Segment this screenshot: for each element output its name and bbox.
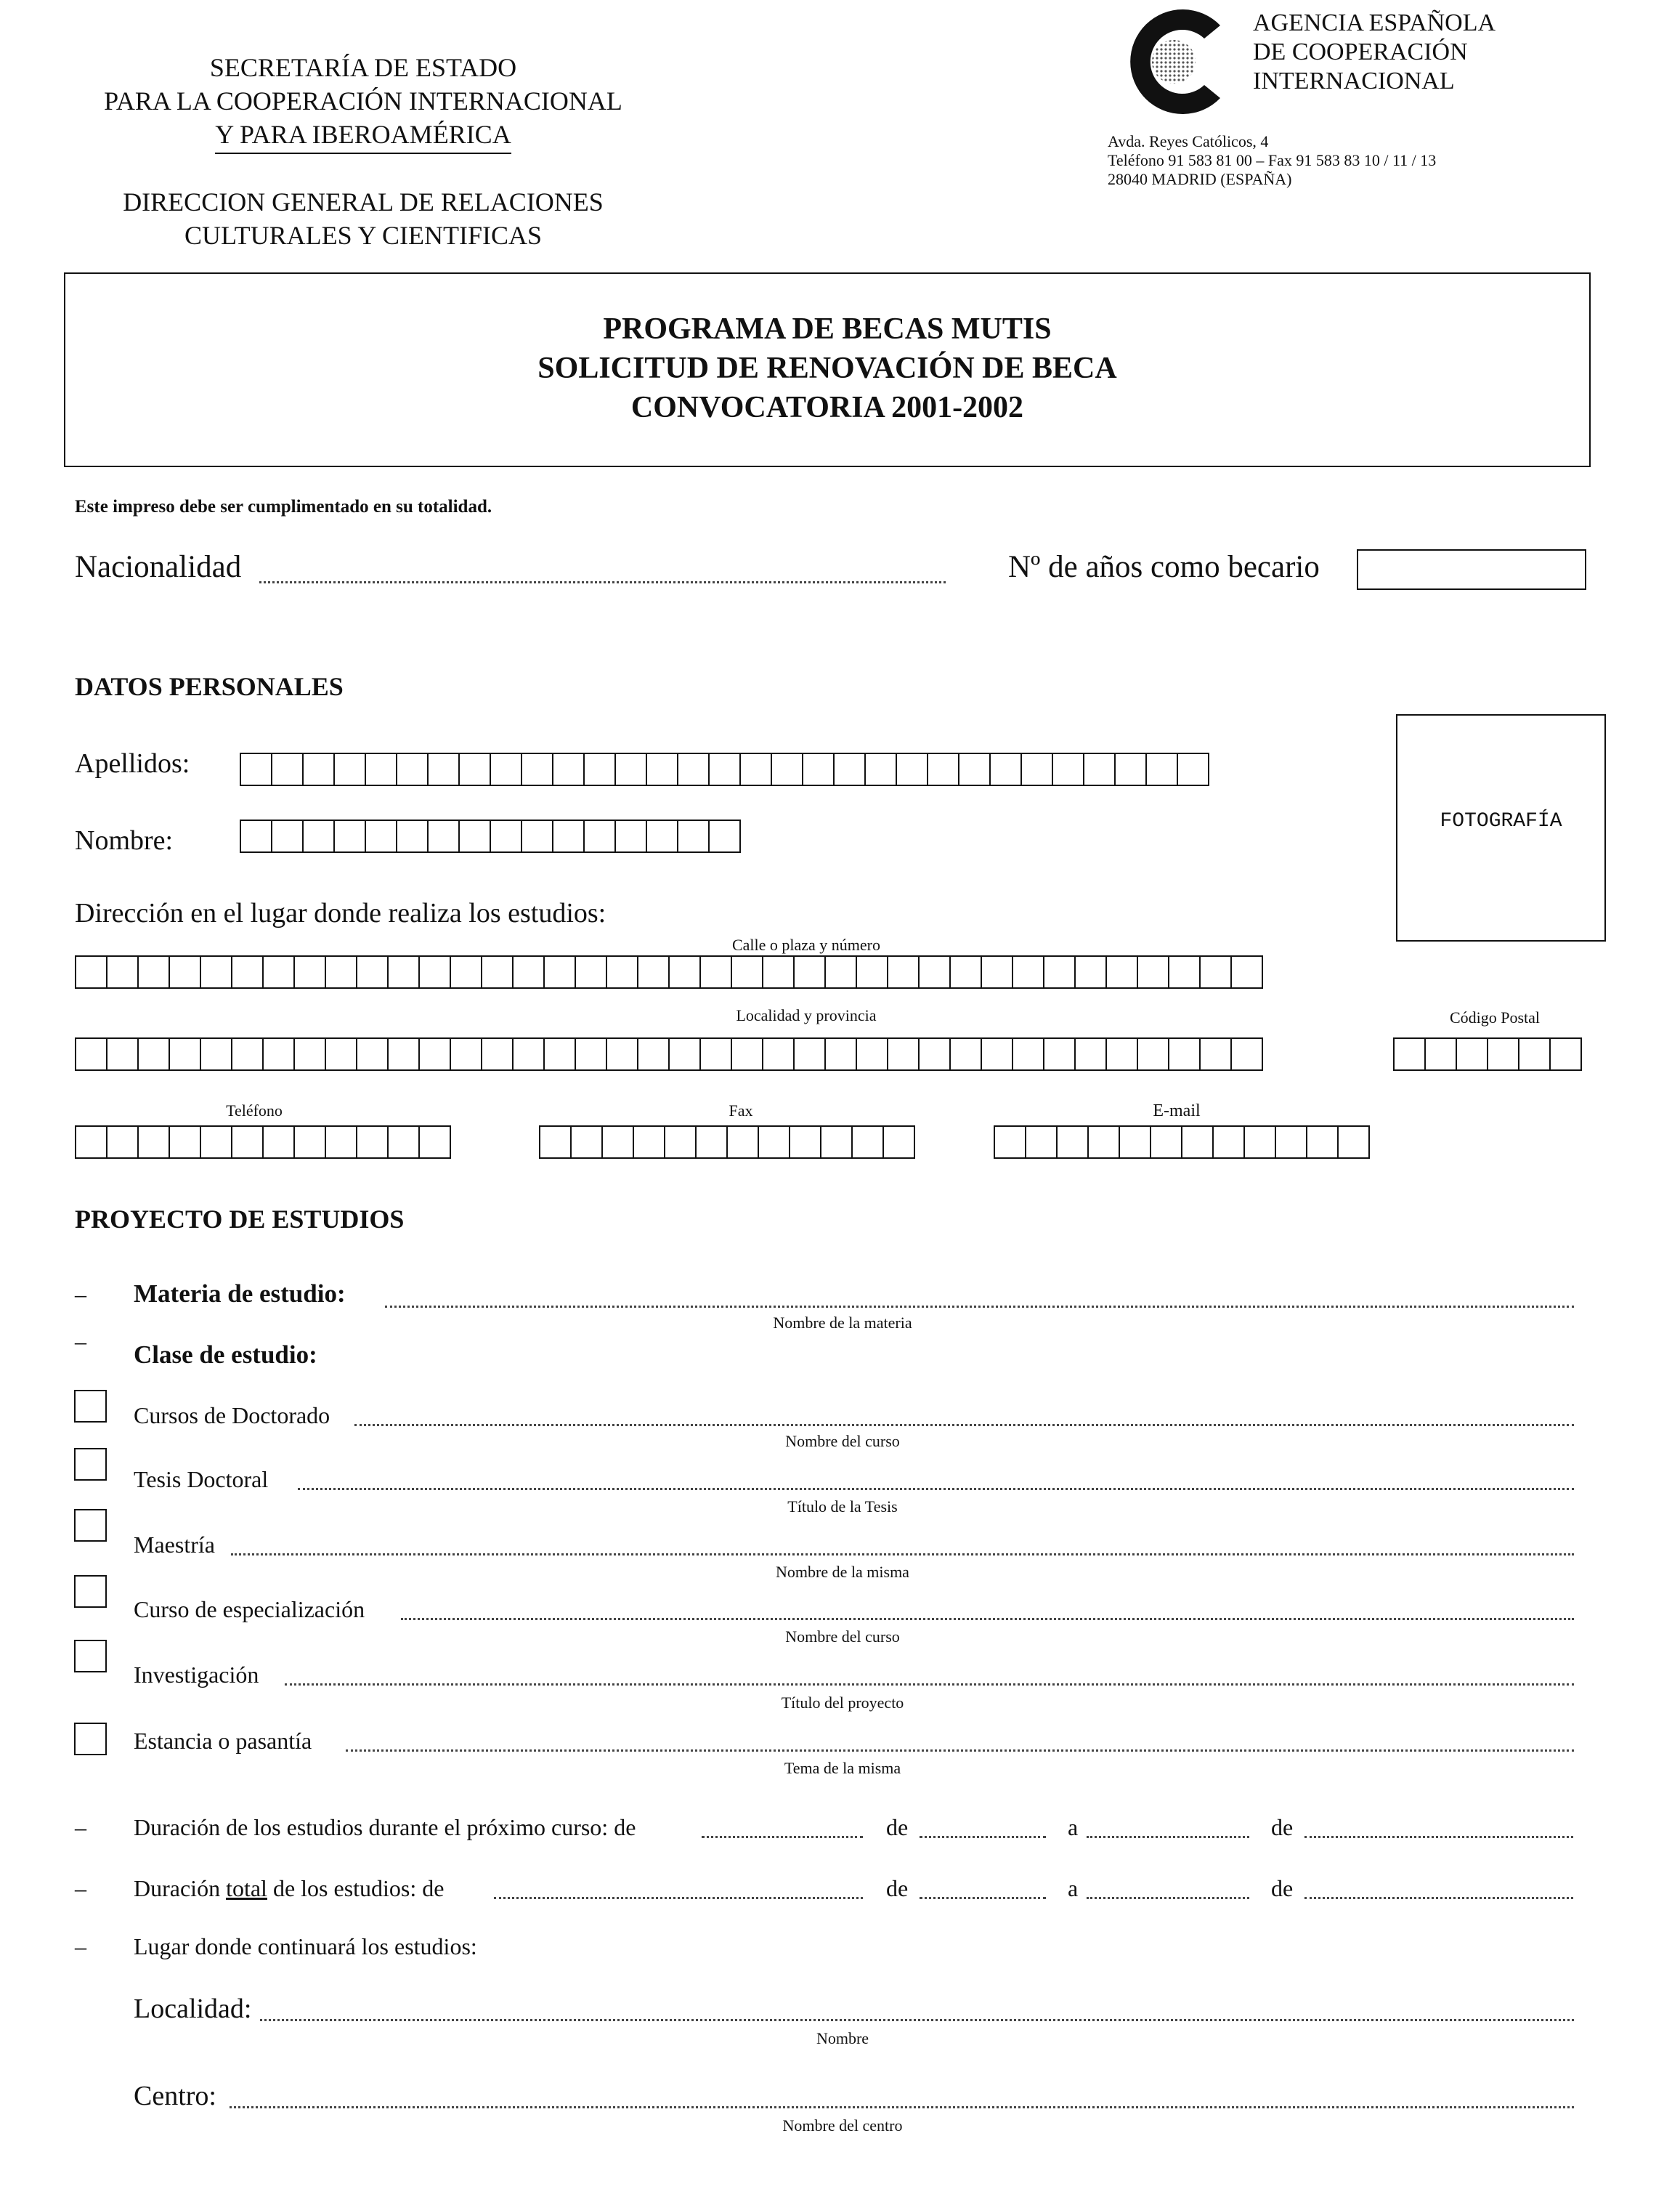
localidad-provincia-caption: Localidad y provincia xyxy=(736,1006,877,1024)
secretaria-block xyxy=(73,51,654,154)
nacionalidad-label: Nacionalidad xyxy=(75,550,242,584)
char-cell[interactable] xyxy=(1519,1039,1551,1069)
char-cell[interactable] xyxy=(585,821,616,851)
nacionalidad-field[interactable] xyxy=(259,581,946,583)
char-cell[interactable] xyxy=(232,1127,264,1157)
char-cell[interactable] xyxy=(665,1127,697,1157)
char-cell[interactable] xyxy=(826,957,857,987)
char-cell[interactable] xyxy=(638,957,670,987)
char-cell[interactable] xyxy=(647,821,678,851)
char-cell[interactable] xyxy=(1053,754,1084,785)
char-cell[interactable] xyxy=(272,821,304,851)
agency-line-3: INTERNACIONAL xyxy=(1253,68,1455,94)
duracion-total-de-1: de xyxy=(886,1875,909,1901)
maestria-caption: Nombre de la misma xyxy=(776,1563,909,1581)
char-cell[interactable] xyxy=(201,957,232,987)
char-cell[interactable] xyxy=(170,1039,201,1069)
char-cell[interactable] xyxy=(1151,1127,1182,1157)
char-cell[interactable] xyxy=(1089,1127,1120,1157)
telefono-field[interactable] xyxy=(75,1125,451,1159)
nombre-label: Nombre: xyxy=(75,825,174,856)
estancia-label: Estancia o pasantía xyxy=(134,1728,312,1754)
especializacion-caption: Nombre del curso xyxy=(785,1627,900,1646)
duracion-proximo-a: a xyxy=(1068,1814,1079,1840)
char-cell[interactable] xyxy=(821,1127,853,1157)
title-line-3: CONVOCATORIA 2001-2002 xyxy=(630,391,1024,424)
char-cell[interactable] xyxy=(1201,957,1232,987)
doctorado-checkbox[interactable] xyxy=(74,1390,107,1423)
char-cell[interactable] xyxy=(335,754,366,785)
char-cell[interactable] xyxy=(576,1039,607,1069)
char-cell[interactable] xyxy=(389,1127,420,1157)
char-cell[interactable] xyxy=(139,1039,170,1069)
char-cell[interactable] xyxy=(576,957,607,987)
doctorado-label: Cursos de Doctorado xyxy=(134,1402,330,1428)
char-cell[interactable] xyxy=(1182,1127,1214,1157)
char-cell[interactable] xyxy=(107,1127,139,1157)
char-cell[interactable] xyxy=(1395,1039,1426,1069)
estancia-checkbox[interactable] xyxy=(74,1723,107,1755)
char-cell[interactable] xyxy=(522,754,553,785)
char-cell[interactable] xyxy=(1214,1127,1245,1157)
char-cell[interactable] xyxy=(607,957,638,987)
duracion-total-label xyxy=(134,1875,444,1902)
char-cell[interactable] xyxy=(420,957,451,987)
char-cell[interactable] xyxy=(295,1039,326,1069)
char-cell[interactable] xyxy=(1013,957,1044,987)
char-cell[interactable] xyxy=(1138,957,1169,987)
char-cell[interactable] xyxy=(107,1039,139,1069)
secretaria-line-1: SECRETARÍA DE ESTADO xyxy=(209,53,517,82)
char-cell[interactable] xyxy=(397,754,429,785)
char-cell[interactable] xyxy=(545,1039,576,1069)
char-cell[interactable] xyxy=(951,957,982,987)
char-cell[interactable] xyxy=(1076,1039,1107,1069)
calle-field[interactable] xyxy=(75,955,1263,989)
char-cell[interactable] xyxy=(1044,957,1076,987)
duracion-proximo-label: Duración de los estudios durante el próximo curso: de xyxy=(134,1814,636,1840)
email-field[interactable] xyxy=(994,1125,1370,1159)
duracion-proximo-de-1: de xyxy=(886,1814,909,1840)
char-cell[interactable] xyxy=(241,754,272,785)
char-cell[interactable] xyxy=(888,1039,920,1069)
especializacion-field[interactable] xyxy=(401,1618,1574,1620)
proyecto-heading: PROYECTO DE ESTUDIOS xyxy=(75,1205,405,1234)
char-cell[interactable] xyxy=(514,957,545,987)
tesis-checkbox[interactable] xyxy=(74,1448,107,1481)
char-cell[interactable] xyxy=(701,957,732,987)
fax-field[interactable] xyxy=(539,1125,915,1159)
char-cell[interactable] xyxy=(795,957,826,987)
char-cell[interactable] xyxy=(835,754,866,785)
duracion-total-mes-inicio[interactable] xyxy=(920,1897,1046,1899)
title-line-1: PROGRAMA DE BECAS MUTIS xyxy=(603,312,1052,346)
char-cell[interactable] xyxy=(772,754,803,785)
char-cell[interactable] xyxy=(540,1127,572,1157)
localidad-provincia-field[interactable] xyxy=(75,1037,1263,1071)
char-cell[interactable] xyxy=(264,1039,295,1069)
char-cell[interactable] xyxy=(1201,1039,1232,1069)
materia-caption: Nombre de la materia xyxy=(773,1314,912,1332)
char-cell[interactable] xyxy=(295,1127,326,1157)
char-cell[interactable] xyxy=(460,821,491,851)
char-cell[interactable] xyxy=(76,1127,107,1157)
char-cell[interactable] xyxy=(1307,1127,1339,1157)
char-cell[interactable] xyxy=(853,1127,884,1157)
char-cell[interactable] xyxy=(763,957,795,987)
char-cell[interactable] xyxy=(491,754,522,785)
char-cell[interactable] xyxy=(603,1127,634,1157)
char-cell[interactable] xyxy=(357,1039,389,1069)
tesis-label: Tesis Doctoral xyxy=(134,1466,269,1492)
char-cell[interactable] xyxy=(201,1127,232,1157)
dash-materia: – xyxy=(75,1281,86,1307)
char-cell[interactable] xyxy=(1232,1039,1263,1069)
char-cell[interactable] xyxy=(201,1039,232,1069)
char-cell[interactable] xyxy=(1147,754,1178,785)
char-cell[interactable] xyxy=(241,821,272,851)
duracion-total-dia-inicio[interactable] xyxy=(494,1897,863,1899)
centro-field[interactable] xyxy=(230,2106,1574,2108)
anos-becario-field[interactable] xyxy=(1357,549,1586,590)
char-cell[interactable] xyxy=(857,957,888,987)
char-cell[interactable] xyxy=(728,1127,759,1157)
char-cell[interactable] xyxy=(514,1039,545,1069)
title-box xyxy=(64,272,1591,467)
tesis-field[interactable] xyxy=(298,1488,1574,1490)
char-cell[interactable] xyxy=(982,1039,1013,1069)
duracion-proximo-mes-inicio[interactable] xyxy=(920,1836,1046,1838)
char-cell[interactable] xyxy=(790,1127,821,1157)
char-cell[interactable] xyxy=(920,1039,951,1069)
char-cell[interactable] xyxy=(1058,1127,1089,1157)
char-cell[interactable] xyxy=(710,821,741,851)
char-cell[interactable] xyxy=(991,754,1022,785)
agency-line-2: DE COOPERACIÓN xyxy=(1253,39,1468,65)
char-cell[interactable] xyxy=(429,821,460,851)
char-cell[interactable] xyxy=(884,1127,915,1157)
char-cell[interactable] xyxy=(1551,1039,1582,1069)
char-cell[interactable] xyxy=(826,1039,857,1069)
char-cell[interactable] xyxy=(397,821,429,851)
char-cell[interactable] xyxy=(482,957,514,987)
char-cell[interactable] xyxy=(732,957,763,987)
codigo-postal-field[interactable] xyxy=(1393,1037,1582,1071)
char-cell[interactable] xyxy=(678,754,710,785)
duracion-proximo-de-2: de xyxy=(1271,1814,1294,1840)
char-cell[interactable] xyxy=(107,957,139,987)
char-cell[interactable] xyxy=(264,1127,295,1157)
char-cell[interactable] xyxy=(1276,1127,1307,1157)
telefono-caption: Teléfono xyxy=(226,1101,283,1120)
agency-address xyxy=(1108,132,1436,189)
char-cell[interactable] xyxy=(701,1039,732,1069)
char-cell[interactable] xyxy=(634,1127,665,1157)
char-cell[interactable] xyxy=(1084,754,1116,785)
char-cell[interactable] xyxy=(920,957,951,987)
char-cell[interactable] xyxy=(366,821,397,851)
char-cell[interactable] xyxy=(170,1127,201,1157)
char-cell[interactable] xyxy=(232,1039,264,1069)
char-cell[interactable] xyxy=(1026,1127,1058,1157)
char-cell[interactable] xyxy=(638,1039,670,1069)
doctorado-field[interactable] xyxy=(354,1424,1574,1426)
title-line-2: SOLICITUD DE RENOVACIÓN DE BECA xyxy=(537,352,1117,385)
char-cell[interactable] xyxy=(264,957,295,987)
doctorado-caption: Nombre del curso xyxy=(785,1432,900,1450)
char-cell[interactable] xyxy=(647,754,678,785)
address-line-3: 28040 MADRID (ESPAÑA) xyxy=(1108,170,1292,188)
char-cell[interactable] xyxy=(1169,957,1201,987)
char-cell[interactable] xyxy=(420,1127,451,1157)
calle-caption: Calle o plaza y número xyxy=(731,936,881,954)
char-cell[interactable] xyxy=(420,1039,451,1069)
agency-line-1: AGENCIA ESPAÑOLA xyxy=(1253,9,1496,36)
char-cell[interactable] xyxy=(1232,957,1263,987)
char-cell[interactable] xyxy=(710,754,741,785)
duracion-total-a: a xyxy=(1068,1875,1079,1901)
direccion-line-2: CULTURALES Y CIENTIFICAS xyxy=(184,221,543,250)
clase-label: Clase de estudio: xyxy=(134,1340,317,1369)
char-cell[interactable] xyxy=(1076,957,1107,987)
char-cell[interactable] xyxy=(1107,1039,1138,1069)
secretaria-line-3: Y PARA IBEROAMÉRICA xyxy=(215,118,511,154)
char-cell[interactable] xyxy=(326,957,357,987)
instructions-note: Este impreso debe ser cumplimentado en su totalidad. xyxy=(75,497,492,517)
char-cell[interactable] xyxy=(357,1127,389,1157)
materia-field[interactable] xyxy=(385,1306,1574,1308)
char-cell[interactable] xyxy=(1138,1039,1169,1069)
agency-name xyxy=(1253,9,1496,96)
char-cell[interactable] xyxy=(1245,1127,1276,1157)
especializacion-checkbox[interactable] xyxy=(74,1575,107,1608)
char-cell[interactable] xyxy=(1116,754,1147,785)
char-cell[interactable] xyxy=(1457,1039,1488,1069)
char-cell[interactable] xyxy=(1044,1039,1076,1069)
char-cell[interactable] xyxy=(326,1127,357,1157)
localidad-caption: Nombre xyxy=(816,2029,869,2047)
nombre-field[interactable] xyxy=(240,820,741,853)
char-cell[interactable] xyxy=(295,957,326,987)
dash-lugar: – xyxy=(75,1933,86,1959)
apellidos-field[interactable] xyxy=(240,753,1209,786)
investigacion-checkbox[interactable] xyxy=(74,1640,107,1672)
char-cell[interactable] xyxy=(732,1039,763,1069)
localidad-field[interactable] xyxy=(260,2019,1574,2021)
investigacion-field[interactable] xyxy=(285,1683,1574,1686)
char-cell[interactable] xyxy=(759,1127,790,1157)
maestria-field[interactable] xyxy=(231,1553,1574,1555)
anos-becario-label: Nº de años como becario xyxy=(1008,550,1320,584)
duracion-total-post: de los estudios: de xyxy=(267,1875,445,1901)
duracion-proximo-dia-fin[interactable] xyxy=(1087,1836,1249,1838)
estancia-field[interactable] xyxy=(346,1749,1574,1752)
char-cell[interactable] xyxy=(951,1039,982,1069)
char-cell[interactable] xyxy=(982,957,1013,987)
lugar-label: Lugar donde continuará los estudios: xyxy=(134,1933,477,1959)
tesis-caption: Título de la Tesis xyxy=(787,1497,898,1516)
char-cell[interactable] xyxy=(460,754,491,785)
char-cell[interactable] xyxy=(897,754,928,785)
char-cell[interactable] xyxy=(1488,1039,1519,1069)
char-cell[interactable] xyxy=(995,1127,1026,1157)
char-cell[interactable] xyxy=(272,754,304,785)
char-cell[interactable] xyxy=(389,957,420,987)
char-cell[interactable] xyxy=(545,957,576,987)
char-cell[interactable] xyxy=(928,754,959,785)
char-cell[interactable] xyxy=(1169,1039,1201,1069)
duracion-total-dia-fin[interactable] xyxy=(1087,1897,1249,1899)
char-cell[interactable] xyxy=(763,1039,795,1069)
dash-clase: – xyxy=(75,1328,86,1354)
char-cell[interactable] xyxy=(1022,754,1053,785)
direccion-label: Dirección en el lugar donde realiza los estudios: xyxy=(75,898,606,928)
char-cell[interactable] xyxy=(139,957,170,987)
char-cell[interactable] xyxy=(585,754,616,785)
centro-caption: Nombre del centro xyxy=(782,2116,903,2135)
char-cell[interactable] xyxy=(616,754,647,785)
char-cell[interactable] xyxy=(76,1039,107,1069)
char-cell[interactable] xyxy=(429,754,460,785)
char-cell[interactable] xyxy=(1120,1127,1151,1157)
investigacion-caption: Título del proyecto xyxy=(781,1694,904,1712)
email-caption: E-mail xyxy=(1153,1101,1201,1120)
especializacion-label: Curso de especialización xyxy=(134,1596,365,1622)
centro-label: Centro: xyxy=(134,2081,216,2111)
char-cell[interactable] xyxy=(607,1039,638,1069)
char-cell[interactable] xyxy=(1339,1127,1370,1157)
char-cell[interactable] xyxy=(139,1127,170,1157)
dash-duracion-proximo: – xyxy=(75,1814,86,1840)
char-cell[interactable] xyxy=(959,754,991,785)
char-cell[interactable] xyxy=(304,821,335,851)
char-cell[interactable] xyxy=(335,821,366,851)
char-cell[interactable] xyxy=(553,821,585,851)
address-line-2: Teléfono 91 583 81 00 – Fax 91 583 83 10 / 11 / 13 xyxy=(1108,151,1437,169)
char-cell[interactable] xyxy=(451,957,482,987)
char-cell[interactable] xyxy=(866,754,897,785)
investigacion-label: Investigación xyxy=(134,1662,259,1688)
char-cell[interactable] xyxy=(572,1127,603,1157)
char-cell[interactable] xyxy=(678,821,710,851)
char-cell[interactable] xyxy=(304,754,335,785)
char-cell[interactable] xyxy=(857,1039,888,1069)
char-cell[interactable] xyxy=(697,1127,728,1157)
duracion-total-de-2: de xyxy=(1271,1875,1294,1901)
char-cell[interactable] xyxy=(389,1039,420,1069)
char-cell[interactable] xyxy=(553,754,585,785)
photo-box[interactable] xyxy=(1396,714,1606,942)
char-cell[interactable] xyxy=(888,957,920,987)
char-cell[interactable] xyxy=(1426,1039,1457,1069)
char-cell[interactable] xyxy=(1178,754,1209,785)
char-cell[interactable] xyxy=(170,957,201,987)
duracion-proximo-mes-fin[interactable] xyxy=(1304,1836,1573,1838)
materia-label: Materia de estudio: xyxy=(134,1279,346,1308)
localidad-label: Localidad: xyxy=(134,1994,252,2024)
duracion-total-underlined: total xyxy=(226,1875,267,1901)
char-cell[interactable] xyxy=(366,754,397,785)
direccion-line-1: DIRECCION GENERAL DE RELACIONES xyxy=(123,187,604,217)
maestria-label: Maestría xyxy=(134,1532,215,1558)
address-line-1: Avda. Reyes Católicos, 4 xyxy=(1108,132,1269,150)
char-cell[interactable] xyxy=(741,754,772,785)
char-cell[interactable] xyxy=(522,821,553,851)
char-cell[interactable] xyxy=(326,1039,357,1069)
char-cell[interactable] xyxy=(795,1039,826,1069)
char-cell[interactable] xyxy=(232,957,264,987)
char-cell[interactable] xyxy=(670,1039,701,1069)
char-cell[interactable] xyxy=(670,957,701,987)
char-cell[interactable] xyxy=(803,754,835,785)
photo-label: FOTOGRAFÍA xyxy=(1440,810,1562,833)
duracion-total-mes-fin[interactable] xyxy=(1304,1897,1573,1899)
char-cell[interactable] xyxy=(451,1039,482,1069)
duracion-proximo-dia-inicio[interactable] xyxy=(702,1836,863,1838)
char-cell[interactable] xyxy=(1013,1039,1044,1069)
fax-caption: Fax xyxy=(729,1101,753,1120)
char-cell[interactable] xyxy=(76,957,107,987)
char-cell[interactable] xyxy=(482,1039,514,1069)
secretaria-line-2: PARA LA COOPERACIÓN INTERNACIONAL xyxy=(104,86,622,116)
char-cell[interactable] xyxy=(491,821,522,851)
char-cell[interactable] xyxy=(357,957,389,987)
codigo-postal-caption: Código Postal xyxy=(1449,1008,1541,1027)
maestria-checkbox[interactable] xyxy=(74,1509,107,1542)
apellidos-label: Apellidos: xyxy=(75,748,190,779)
estancia-caption: Tema de la misma xyxy=(784,1759,901,1777)
dash-duracion-total: – xyxy=(75,1875,86,1901)
datos-personales-heading: DATOS PERSONALES xyxy=(75,672,344,701)
aeci-logo-icon xyxy=(1111,4,1242,120)
duracion-total-pre: Duración xyxy=(134,1875,227,1901)
char-cell[interactable] xyxy=(616,821,647,851)
char-cell[interactable] xyxy=(1107,957,1138,987)
direccion-block xyxy=(73,185,654,252)
